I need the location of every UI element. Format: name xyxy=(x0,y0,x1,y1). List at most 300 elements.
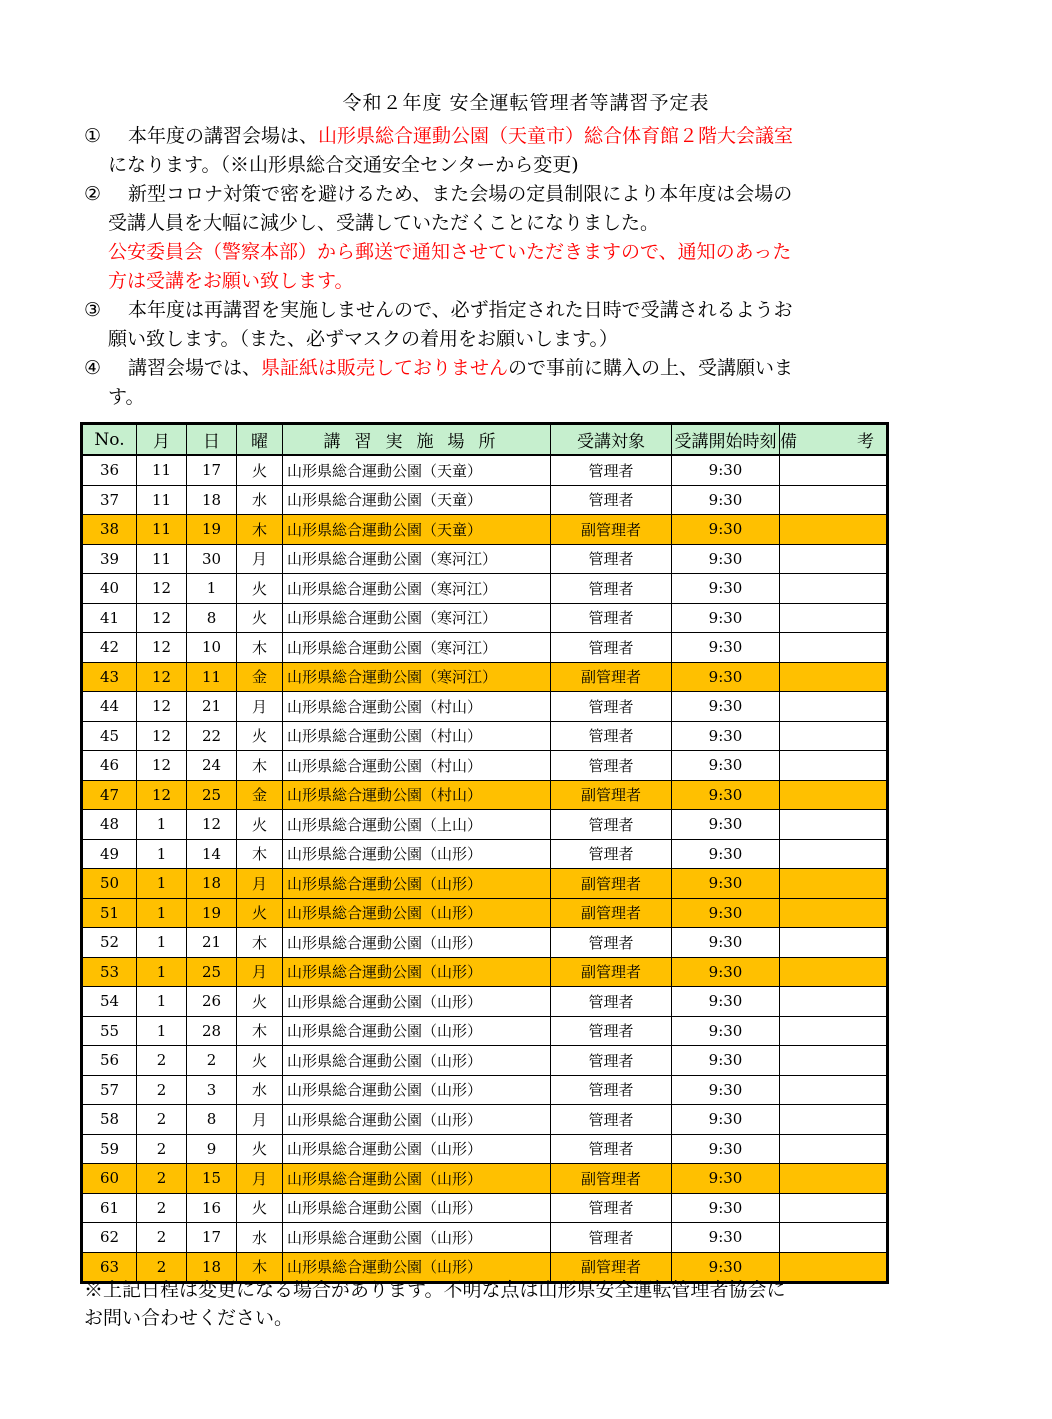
cell-weekday: 木 xyxy=(237,1252,283,1283)
footer-line-2: お問い合わせください。 xyxy=(84,1307,294,1329)
cell-remarks xyxy=(780,1164,888,1194)
cell-no: 60 xyxy=(82,1164,137,1194)
cell-no: 62 xyxy=(82,1223,137,1253)
notice-line xyxy=(108,383,894,412)
cell-day: 17 xyxy=(187,455,237,485)
notice-body xyxy=(108,354,894,412)
notice-text: ので事前に購入の上、受講願いま xyxy=(508,357,794,379)
cell-start-time: 9:30 xyxy=(672,692,780,722)
cell-month: 2 xyxy=(137,1105,187,1135)
table-row xyxy=(82,780,888,810)
cell-start-time: 9:30 xyxy=(672,721,780,751)
table-row xyxy=(82,574,888,604)
cell-start-time: 9:30 xyxy=(672,1223,780,1253)
header-day: 日 xyxy=(187,424,237,456)
cell-weekday: 水 xyxy=(237,485,283,515)
table-row xyxy=(82,721,888,751)
cell-month: 12 xyxy=(137,721,187,751)
cell-month: 2 xyxy=(137,1164,187,1194)
notice-item xyxy=(84,354,894,412)
cell-month: 2 xyxy=(137,1252,187,1283)
cell-target: 管理者 xyxy=(551,1134,672,1164)
cell-place: 山形県総合運動公園（山形） xyxy=(283,1134,551,1164)
cell-month: 1 xyxy=(137,1016,187,1046)
cell-target: 副管理者 xyxy=(551,1164,672,1194)
notice-line xyxy=(108,267,894,296)
notice-text: になります。（※山形県総合交通安全センターから変更) xyxy=(108,154,579,176)
notice-emphasis-text: 山形県総合運動公園（天童市）総合体育館２階大会議室 xyxy=(318,125,794,147)
cell-no: 42 xyxy=(82,633,137,663)
cell-target: 管理者 xyxy=(551,544,672,574)
cell-day: 1 xyxy=(187,574,237,604)
cell-remarks xyxy=(780,957,888,987)
cell-target: 副管理者 xyxy=(551,662,672,692)
cell-place: 山形県総合運動公園（天童） xyxy=(283,485,551,515)
table-row xyxy=(82,1016,888,1046)
cell-month: 11 xyxy=(137,455,187,485)
cell-remarks xyxy=(780,1223,888,1253)
cell-target: 副管理者 xyxy=(551,898,672,928)
cell-place: 山形県総合運動公園（村山） xyxy=(283,751,551,781)
cell-remarks xyxy=(780,1193,888,1223)
cell-target: 管理者 xyxy=(551,810,672,840)
cell-remarks xyxy=(780,1134,888,1164)
cell-day: 12 xyxy=(187,810,237,840)
cell-day: 21 xyxy=(187,928,237,958)
cell-place: 山形県総合運動公園（村山） xyxy=(283,692,551,722)
cell-remarks xyxy=(780,515,888,545)
cell-place: 山形県総合運動公園（寒河江） xyxy=(283,544,551,574)
cell-no: 45 xyxy=(82,721,137,751)
cell-no: 51 xyxy=(82,898,137,928)
cell-month: 12 xyxy=(137,780,187,810)
cell-start-time: 9:30 xyxy=(672,1046,780,1076)
cell-no: 53 xyxy=(82,957,137,987)
cell-target: 管理者 xyxy=(551,721,672,751)
cell-remarks xyxy=(780,574,888,604)
cell-target: 管理者 xyxy=(551,1016,672,1046)
cell-weekday: 月 xyxy=(237,869,283,899)
cell-start-time: 9:30 xyxy=(672,515,780,545)
cell-day: 15 xyxy=(187,1164,237,1194)
cell-place: 山形県総合運動公園（山形） xyxy=(283,839,551,869)
cell-weekday: 火 xyxy=(237,574,283,604)
cell-place: 山形県総合運動公園（山形） xyxy=(283,869,551,899)
cell-remarks xyxy=(780,603,888,633)
cell-weekday: 木 xyxy=(237,633,283,663)
table-row xyxy=(82,544,888,574)
cell-month: 12 xyxy=(137,751,187,781)
cell-target: 管理者 xyxy=(551,1046,672,1076)
footer-note xyxy=(84,1276,904,1332)
cell-no: 52 xyxy=(82,928,137,958)
cell-place: 山形県総合運動公園（山形） xyxy=(283,928,551,958)
notice-text: 本年度の講習会場は、 xyxy=(128,125,319,147)
header-month: 月 xyxy=(137,424,187,456)
cell-day: 21 xyxy=(187,692,237,722)
cell-weekday: 木 xyxy=(237,515,283,545)
cell-no: 50 xyxy=(82,869,137,899)
cell-no: 57 xyxy=(82,1075,137,1105)
cell-remarks xyxy=(780,721,888,751)
cell-start-time: 9:30 xyxy=(672,1105,780,1135)
cell-start-time: 9:30 xyxy=(672,1134,780,1164)
cell-target: 管理者 xyxy=(551,1193,672,1223)
cell-remarks xyxy=(780,869,888,899)
cell-remarks xyxy=(780,928,888,958)
notice-text: 本年度は再講習を実施しませんので、必ず指定された日時で受講されるようお xyxy=(128,299,793,321)
cell-no: 48 xyxy=(82,810,137,840)
cell-target: 管理者 xyxy=(551,839,672,869)
cell-day: 11 xyxy=(187,662,237,692)
cell-target: 管理者 xyxy=(551,574,672,604)
cell-weekday: 金 xyxy=(237,780,283,810)
table-header-row xyxy=(82,424,888,456)
notice-item xyxy=(84,180,894,296)
cell-no: 40 xyxy=(82,574,137,604)
cell-remarks xyxy=(780,1016,888,1046)
cell-weekday: 月 xyxy=(237,957,283,987)
table-row xyxy=(82,455,888,485)
cell-target: 副管理者 xyxy=(551,1252,672,1283)
cell-start-time: 9:30 xyxy=(672,662,780,692)
table-row xyxy=(82,751,888,781)
cell-start-time: 9:30 xyxy=(672,574,780,604)
notice-line xyxy=(108,209,894,238)
cell-weekday: 月 xyxy=(237,1164,283,1194)
cell-month: 12 xyxy=(137,692,187,722)
notice-emphasis-text: 公安委員会（警察本部）から郵送で通知させていただきますので、通知のあった xyxy=(108,241,792,263)
table-row xyxy=(82,1075,888,1105)
table-row xyxy=(82,898,888,928)
cell-weekday: 月 xyxy=(237,1105,283,1135)
cell-remarks xyxy=(780,662,888,692)
cell-weekday: 火 xyxy=(237,1046,283,1076)
cell-start-time: 9:30 xyxy=(672,485,780,515)
cell-no: 61 xyxy=(82,1193,137,1223)
notice-number: ① xyxy=(84,125,102,147)
notice-number: ④ xyxy=(84,357,102,379)
table-row xyxy=(82,839,888,869)
cell-month: 1 xyxy=(137,839,187,869)
cell-place: 山形県総合運動公園（山形） xyxy=(283,1075,551,1105)
cell-day: 17 xyxy=(187,1223,237,1253)
cell-start-time: 9:30 xyxy=(672,1164,780,1194)
cell-start-time: 9:30 xyxy=(672,987,780,1017)
notice-line xyxy=(128,354,894,383)
cell-no: 41 xyxy=(82,603,137,633)
cell-place: 山形県総合運動公園（山形） xyxy=(283,1193,551,1223)
cell-no: 44 xyxy=(82,692,137,722)
cell-no: 49 xyxy=(82,839,137,869)
cell-day: 18 xyxy=(187,869,237,899)
table-row xyxy=(82,515,888,545)
cell-month: 2 xyxy=(137,1134,187,1164)
cell-day: 24 xyxy=(187,751,237,781)
cell-place: 山形県総合運動公園（山形） xyxy=(283,1252,551,1283)
cell-day: 19 xyxy=(187,515,237,545)
cell-target: 副管理者 xyxy=(551,780,672,810)
cell-start-time: 9:30 xyxy=(672,751,780,781)
cell-weekday: 水 xyxy=(237,1075,283,1105)
cell-start-time: 9:30 xyxy=(672,1193,780,1223)
cell-start-time: 9:30 xyxy=(672,810,780,840)
cell-no: 39 xyxy=(82,544,137,574)
cell-month: 1 xyxy=(137,810,187,840)
cell-start-time: 9:30 xyxy=(672,839,780,869)
cell-place: 山形県総合運動公園（天童） xyxy=(283,455,551,485)
notice-text: 講習会場では、 xyxy=(128,357,262,379)
cell-month: 1 xyxy=(137,957,187,987)
header-weekday: 曜 xyxy=(237,424,283,456)
cell-day: 2 xyxy=(187,1046,237,1076)
notice-line xyxy=(108,325,894,354)
cell-no: 58 xyxy=(82,1105,137,1135)
cell-month: 12 xyxy=(137,603,187,633)
cell-place: 山形県総合運動公園（山形） xyxy=(283,1046,551,1076)
cell-place: 山形県総合運動公園（山形） xyxy=(283,1105,551,1135)
cell-month: 1 xyxy=(137,928,187,958)
header-start-time: 受講開始時刻 xyxy=(672,424,780,456)
cell-remarks xyxy=(780,780,888,810)
cell-no: 38 xyxy=(82,515,137,545)
cell-target: 管理者 xyxy=(551,603,672,633)
cell-month: 11 xyxy=(137,485,187,515)
table-row xyxy=(82,928,888,958)
cell-target: 管理者 xyxy=(551,928,672,958)
table-row xyxy=(82,1223,888,1253)
cell-no: 59 xyxy=(82,1134,137,1164)
cell-month: 11 xyxy=(137,515,187,545)
cell-weekday: 月 xyxy=(237,544,283,574)
table-row xyxy=(82,1193,888,1223)
cell-weekday: 火 xyxy=(237,455,283,485)
notice-line xyxy=(128,122,894,151)
cell-month: 12 xyxy=(137,662,187,692)
cell-day: 18 xyxy=(187,485,237,515)
cell-month: 1 xyxy=(137,898,187,928)
cell-target: 管理者 xyxy=(551,1075,672,1105)
cell-day: 16 xyxy=(187,1193,237,1223)
cell-start-time: 9:30 xyxy=(672,603,780,633)
table-row xyxy=(82,1105,888,1135)
cell-remarks xyxy=(780,839,888,869)
cell-remarks xyxy=(780,692,888,722)
cell-month: 2 xyxy=(137,1193,187,1223)
notice-item xyxy=(84,296,894,354)
notice-body xyxy=(108,122,894,180)
cell-place: 山形県総合運動公園（山形） xyxy=(283,1164,551,1194)
cell-month: 2 xyxy=(137,1046,187,1076)
cell-target: 副管理者 xyxy=(551,515,672,545)
cell-weekday: 木 xyxy=(237,928,283,958)
notice-text: 受講人員を大幅に減少し、受講していただくことになりました。 xyxy=(108,212,660,234)
footer-line-1: ※上記日程は変更になる場合があります。不明な点は山形県安全運転管理者協会に xyxy=(84,1279,786,1301)
notice-item xyxy=(84,122,894,180)
table-row xyxy=(82,1046,888,1076)
cell-remarks xyxy=(780,1075,888,1105)
cell-place: 山形県総合運動公園（村山） xyxy=(283,721,551,751)
notice-line xyxy=(128,180,894,209)
cell-start-time: 9:30 xyxy=(672,1016,780,1046)
cell-place: 山形県総合運動公園（山形） xyxy=(283,898,551,928)
table-row xyxy=(82,1134,888,1164)
cell-remarks xyxy=(780,1046,888,1076)
cell-place: 山形県総合運動公園（村山） xyxy=(283,780,551,810)
header-no: No. xyxy=(82,424,137,456)
cell-weekday: 火 xyxy=(237,810,283,840)
schedule-table xyxy=(80,422,889,1284)
cell-place: 山形県総合運動公園（寒河江） xyxy=(283,574,551,604)
cell-day: 28 xyxy=(187,1016,237,1046)
cell-remarks xyxy=(780,633,888,663)
cell-weekday: 火 xyxy=(237,898,283,928)
cell-place: 山形県総合運動公園（寒河江） xyxy=(283,603,551,633)
cell-day: 25 xyxy=(187,780,237,810)
cell-remarks xyxy=(780,544,888,574)
cell-place: 山形県総合運動公園（上山） xyxy=(283,810,551,840)
header-remarks-2: 考 xyxy=(857,432,874,452)
cell-target: 管理者 xyxy=(551,692,672,722)
header-remarks xyxy=(780,424,888,456)
cell-month: 12 xyxy=(137,574,187,604)
cell-start-time: 9:30 xyxy=(672,898,780,928)
cell-weekday: 火 xyxy=(237,721,283,751)
notice-number: ② xyxy=(84,183,102,205)
cell-no: 47 xyxy=(82,780,137,810)
cell-no: 55 xyxy=(82,1016,137,1046)
cell-month: 1 xyxy=(137,869,187,899)
cell-start-time: 9:30 xyxy=(672,928,780,958)
cell-no: 54 xyxy=(82,987,137,1017)
header-target: 受講対象 xyxy=(551,424,672,456)
cell-day: 25 xyxy=(187,957,237,987)
table-row xyxy=(82,603,888,633)
cell-day: 8 xyxy=(187,1105,237,1135)
cell-weekday: 火 xyxy=(237,603,283,633)
cell-target: 管理者 xyxy=(551,485,672,515)
cell-no: 43 xyxy=(82,662,137,692)
cell-start-time: 9:30 xyxy=(672,780,780,810)
cell-target: 管理者 xyxy=(551,633,672,663)
cell-start-time: 9:30 xyxy=(672,1075,780,1105)
cell-day: 18 xyxy=(187,1252,237,1283)
cell-target: 管理者 xyxy=(551,751,672,781)
cell-weekday: 木 xyxy=(237,839,283,869)
cell-target: 管理者 xyxy=(551,987,672,1017)
cell-remarks xyxy=(780,485,888,515)
cell-start-time: 9:30 xyxy=(672,455,780,485)
cell-place: 山形県総合運動公園（寒河江） xyxy=(283,662,551,692)
cell-no: 36 xyxy=(82,455,137,485)
notice-emphasis-text: 県証紙は販売しておりません xyxy=(261,357,509,379)
cell-month: 1 xyxy=(137,987,187,1017)
cell-day: 9 xyxy=(187,1134,237,1164)
cell-day: 30 xyxy=(187,544,237,574)
cell-place: 山形県総合運動公園（山形） xyxy=(283,987,551,1017)
notice-body xyxy=(108,296,894,354)
table-row xyxy=(82,987,888,1017)
header-remarks-1: 備 xyxy=(780,432,797,452)
notice-line xyxy=(128,296,894,325)
cell-start-time: 9:30 xyxy=(672,633,780,663)
cell-start-time: 9:30 xyxy=(672,869,780,899)
cell-day: 8 xyxy=(187,603,237,633)
cell-place: 山形県総合運動公園（寒河江） xyxy=(283,633,551,663)
cell-weekday: 木 xyxy=(237,751,283,781)
table-row xyxy=(82,810,888,840)
cell-target: 管理者 xyxy=(551,1105,672,1135)
cell-start-time: 9:30 xyxy=(672,957,780,987)
notice-text: す。 xyxy=(108,386,145,408)
cell-target: 副管理者 xyxy=(551,869,672,899)
table-row xyxy=(82,485,888,515)
cell-no: 37 xyxy=(82,485,137,515)
cell-month: 2 xyxy=(137,1075,187,1105)
cell-start-time: 9:30 xyxy=(672,544,780,574)
cell-weekday: 火 xyxy=(237,987,283,1017)
header-place: 講習実施場所 xyxy=(283,424,551,456)
cell-no: 56 xyxy=(82,1046,137,1076)
cell-start-time: 9:30 xyxy=(672,1252,780,1283)
notice-emphasis-text: 方は受講をお願い致します。 xyxy=(108,270,354,292)
cell-day: 3 xyxy=(187,1075,237,1105)
cell-weekday: 金 xyxy=(237,662,283,692)
cell-remarks xyxy=(780,987,888,1017)
cell-place: 山形県総合運動公園（天童） xyxy=(283,515,551,545)
cell-target: 管理者 xyxy=(551,1223,672,1253)
cell-target: 副管理者 xyxy=(551,957,672,987)
cell-weekday: 火 xyxy=(237,1134,283,1164)
cell-remarks xyxy=(780,455,888,485)
table-row xyxy=(82,1164,888,1194)
cell-weekday: 水 xyxy=(237,1223,283,1253)
cell-place: 山形県総合運動公園（山形） xyxy=(283,1223,551,1253)
cell-month: 2 xyxy=(137,1223,187,1253)
cell-weekday: 月 xyxy=(237,692,283,722)
table-row xyxy=(82,869,888,899)
cell-remarks xyxy=(780,751,888,781)
cell-day: 19 xyxy=(187,898,237,928)
cell-day: 10 xyxy=(187,633,237,663)
cell-day: 26 xyxy=(187,987,237,1017)
notice-text: 願い致します。（また、必ずマスクの着用をお願いします。） xyxy=(108,328,618,350)
cell-weekday: 木 xyxy=(237,1016,283,1046)
table-row xyxy=(82,692,888,722)
cell-remarks xyxy=(780,810,888,840)
notice-list xyxy=(84,122,894,412)
cell-month: 12 xyxy=(137,633,187,663)
cell-remarks xyxy=(780,1105,888,1135)
notice-body xyxy=(108,180,894,296)
cell-place: 山形県総合運動公園（山形） xyxy=(283,957,551,987)
cell-remarks xyxy=(780,898,888,928)
cell-month: 11 xyxy=(137,544,187,574)
cell-place: 山形県総合運動公園（山形） xyxy=(283,1016,551,1046)
table-row xyxy=(82,662,888,692)
cell-weekday: 火 xyxy=(237,1193,283,1223)
cell-day: 22 xyxy=(187,721,237,751)
cell-no: 46 xyxy=(82,751,137,781)
cell-day: 14 xyxy=(187,839,237,869)
page-title: 令和２年度 安全運転管理者等講習予定表 xyxy=(342,92,710,114)
cell-no: 63 xyxy=(82,1252,137,1283)
table-row xyxy=(82,633,888,663)
notice-line xyxy=(108,151,894,180)
table-row xyxy=(82,957,888,987)
notice-line xyxy=(108,238,894,267)
notice-number: ③ xyxy=(84,299,102,321)
